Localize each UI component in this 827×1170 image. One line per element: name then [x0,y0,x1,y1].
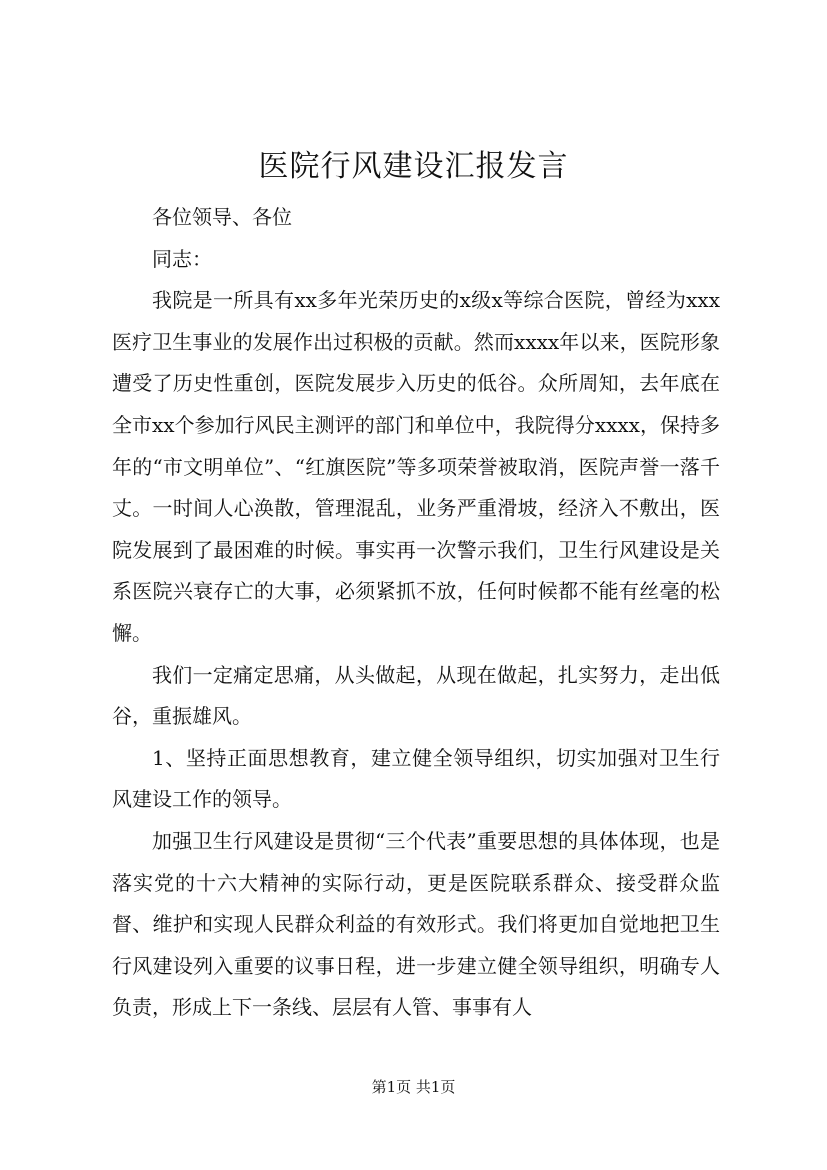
body-paragraph: 加强卫生行风建设是贯彻“三个代表”重要思想的具体体现，也是落实党的十六大精神的实际行动，更是医院联系群众、接受群众监督、维护和实现人民群众利益的有效形式。我们将更加自觉地把卫生行风建设列入重要的议事日程，进一步建立健全领导组织，明确专人负责，形成上下一条线、层层有人管、事事有人 [112,828,720,1020]
salutation-line-2: 同志： [152,246,212,271]
page-number: 第1页 共1页 [371,1078,456,1096]
document-body [112,197,720,1029]
salutation-line-1: 各位领导、各位 [152,205,292,229]
body-paragraph: 我院是一所具有xx多年光荣历史的x级x等综合医院，曾经为xxx医疗卫生事业的发展作出过积极的贡献。然而xxxx年以来，医院形象遭受了历史性重创，医院发展步入历史的低谷。众所周知，去年底在全市xx个参加行风民主测评的部门和单位中，我院得分xxxx，保持多年的“市文明单位”、“红旗医院”等多项荣誉被取消，医院声誉一落千丈。一时间人心涣散，管理混乱，业务严重滑坡，经济入不敷出，医院发展到了最困难的时候。事实再一次警示我们，卫生行风建设是关系医院兴衰存亡的大事，必须紧抓不放，任何时候都不能有丝毫的松懈。 [112,288,720,645]
body-paragraph: 我们一定痛定思痛，从头做起，从现在做起，扎实努力，走出低谷，重振雄风。 [112,662,720,729]
section-heading: 1、坚持正面思想教育，建立健全领导组织，切实加强对卫生行风建设工作的领导。 [112,745,720,812]
document-title: 医院行风建设汇报发言 [258,149,569,184]
